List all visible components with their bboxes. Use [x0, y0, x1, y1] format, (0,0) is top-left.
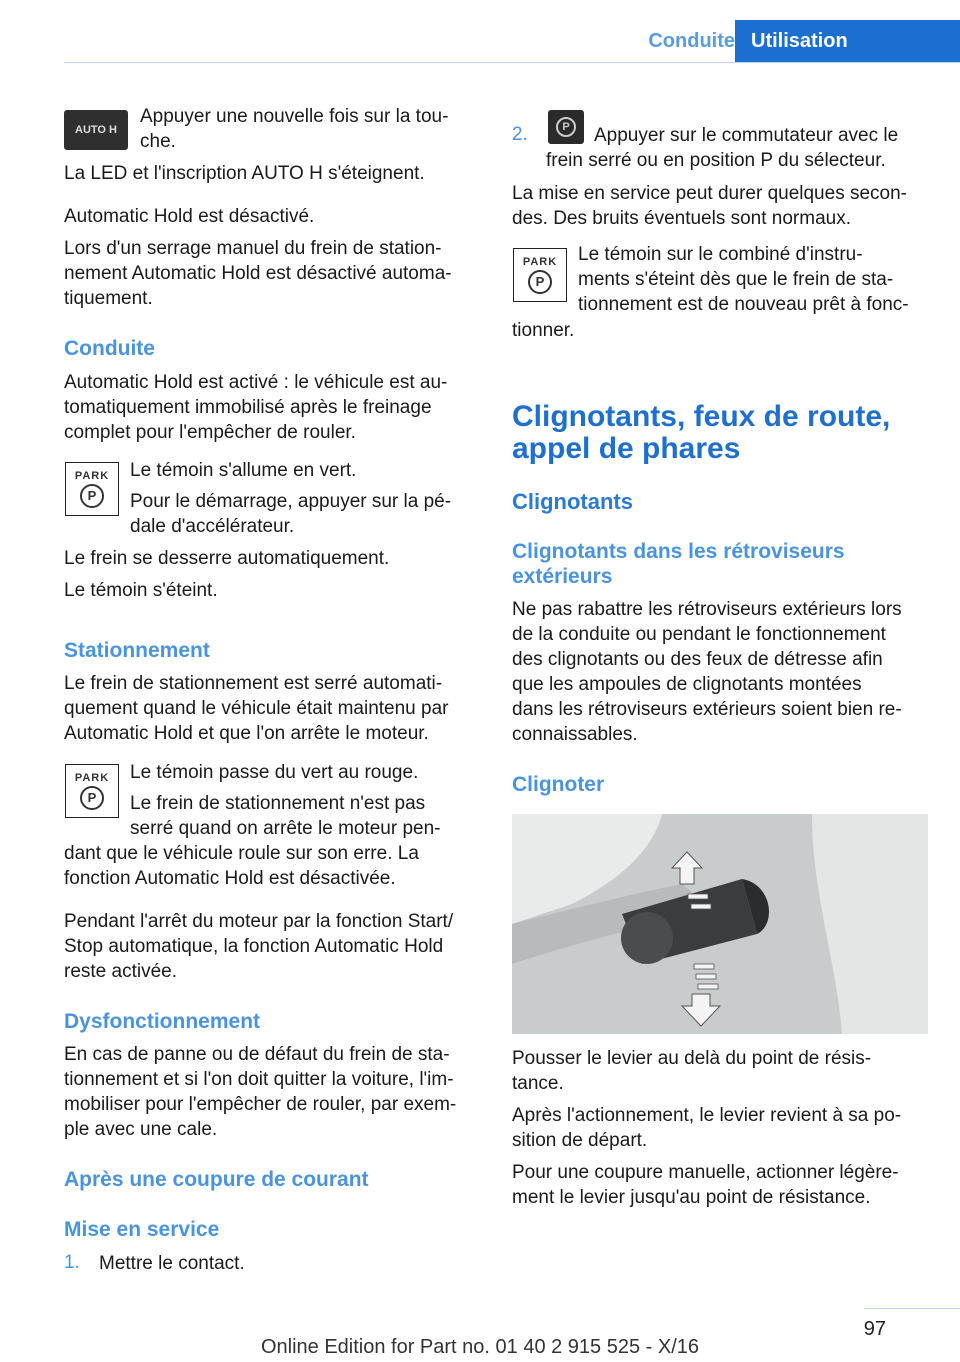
heading-stationnement: Stationnement	[64, 639, 210, 662]
paragraph: tiquement.	[64, 288, 153, 309]
paragraph: Le frein de stationnement n'est pas	[130, 793, 426, 814]
page-number: 97	[863, 1318, 886, 1340]
paragraph: fonction Automatic Hold est désactivée.	[64, 868, 396, 889]
paragraph: Le frein se desserre automatiquement.	[64, 548, 390, 569]
step-text: frein serré ou en position P du sélecteur.	[546, 150, 886, 171]
paragraph: Le témoin passe du vert au rouge.	[130, 762, 419, 783]
paragraph: de la conduite ou pendant le fonctionnement	[512, 624, 886, 645]
paragraph: reste activée.	[64, 961, 177, 982]
heading-clignoter: Clignoter	[512, 773, 605, 796]
heading-retroviseurs-2: extérieurs	[512, 565, 613, 588]
paragraph: dant que le véhicule roule sur son erre. La	[64, 843, 419, 864]
paragraph: Pousser le levier au delà du point de résis‐	[512, 1048, 872, 1069]
heading-clignotants: Clignotants	[512, 489, 633, 514]
paragraph: mobiliser pour l'empêcher de rouler, par exem‐	[64, 1094, 457, 1115]
paragraph: Ne pas rabattre les rétroviseurs extérieurs lors	[512, 599, 902, 620]
paragraph: Lors d'un serrage manuel du frein de station‐	[64, 238, 442, 259]
paragraph: tionner.	[512, 320, 575, 341]
paragraph: connaissables.	[512, 724, 638, 745]
step-number: 1.	[64, 1252, 80, 1273]
heading-clignotants-main: Clignotants, feux de route,	[512, 400, 891, 433]
step-number: 2.	[512, 124, 528, 145]
paragraph: tionnement est de nouveau prêt à fonc‐	[578, 294, 909, 315]
paragraph: La LED et l'inscription AUTO H s'éteignent.	[64, 163, 425, 184]
paragraph: ple avec une cale.	[64, 1119, 218, 1140]
heading-dysfonctionnement: Dysfonctionnement	[64, 1010, 261, 1033]
park-warning-icon: PARK P	[513, 248, 567, 302]
paragraph: que les ampoules de clignotants montées	[512, 674, 862, 695]
paragraph: Après l'actionnement, le levier revient à sa po‐	[512, 1105, 902, 1126]
paragraph: Le témoin s'éteint.	[64, 580, 218, 601]
paragraph: Pour le démarrage, appuyer sur la pé‐	[130, 491, 452, 512]
page-header	[64, 0, 960, 63]
turn-signal-lever-photo	[512, 814, 928, 1034]
chapter-tab: Utilisation	[735, 20, 960, 62]
step-text: Mettre le contact.	[99, 1253, 245, 1274]
paragraph: Pendant l'arrêt du moteur par la fonction Start/	[64, 911, 454, 932]
paragraph: serré quand on arrête le moteur pen‐	[130, 818, 441, 839]
auto-h-button-icon: AUTO H	[64, 110, 128, 150]
heading-mise-en-service: Mise en service	[64, 1218, 220, 1241]
paragraph: complet pour l'empêcher de rouler.	[64, 422, 356, 443]
paragraph: Le témoin s'allume en vert.	[130, 460, 357, 481]
paragraph: tomatiquement immobilisé après le freinage	[64, 397, 432, 418]
paragraph: Stop automatique, la fonction Automatic Hold	[64, 936, 444, 957]
paragraph: Automatic Hold et que l'on arrête le moteur.	[64, 723, 429, 744]
paragraph: des clignotants ou des feux de détresse afin	[512, 649, 883, 670]
heading-conduite: Conduite	[64, 337, 155, 360]
paragraph: dale d'accélérateur.	[130, 516, 295, 537]
paragraph: nement Automatic Hold est désactivé automa‐	[64, 263, 452, 284]
paragraph: En cas de panne ou de défaut du frein de sta‐	[64, 1044, 450, 1065]
paragraph: ment le levier jusqu'au point de résistance.	[512, 1187, 871, 1208]
park-warning-icon: PARK P	[65, 462, 119, 516]
paragraph: Automatic Hold est activé : le véhicule est au‐	[64, 372, 448, 393]
paragraph: Pour une coupure manuelle, actionner légère‐	[512, 1162, 899, 1183]
step-text: Appuyer sur le commutateur avec le	[594, 125, 899, 146]
park-warning-icon: PARK P	[65, 764, 119, 818]
paragraph: Appuyer une nouvelle fois sur la tou‐	[140, 106, 449, 127]
paragraph: des. Des bruits éventuels sont normaux.	[512, 208, 852, 229]
heading-clignotants-main-2: appel de phares	[512, 432, 741, 465]
heading-coupure: Après une coupure de courant	[64, 1168, 369, 1191]
paragraph: ments s'éteint dès que le frein de sta‐	[578, 269, 894, 290]
paragraph: Le frein de stationnement est serré automati‐	[64, 673, 443, 694]
paragraph: quement quand le véhicule était maintenu par	[64, 698, 449, 719]
paragraph: La mise en service peut durer quelques secon‐	[512, 183, 908, 204]
paragraph: dans les rétroviseurs extérieurs soient bien re‐	[512, 699, 902, 720]
section-tab: Conduite	[648, 30, 735, 52]
edition-footer: Online Edition for Part no. 01 40 2 915 525 - X/16	[260, 1336, 700, 1358]
heading-retroviseurs: Clignotants dans les rétroviseurs	[512, 540, 845, 563]
paragraph: Le témoin sur le combiné d'instru‐	[578, 244, 863, 265]
paragraph: tionnement et si l'on doit quitter la voiture, l'im‐	[64, 1069, 454, 1090]
paragraph: che.	[140, 131, 176, 152]
footer-rule	[864, 1308, 960, 1309]
paragraph: tance.	[512, 1073, 564, 1094]
paragraph: sition de départ.	[512, 1130, 648, 1151]
paragraph: Automatic Hold est désactivé.	[64, 206, 315, 227]
parking-brake-switch-icon: P	[548, 110, 584, 144]
